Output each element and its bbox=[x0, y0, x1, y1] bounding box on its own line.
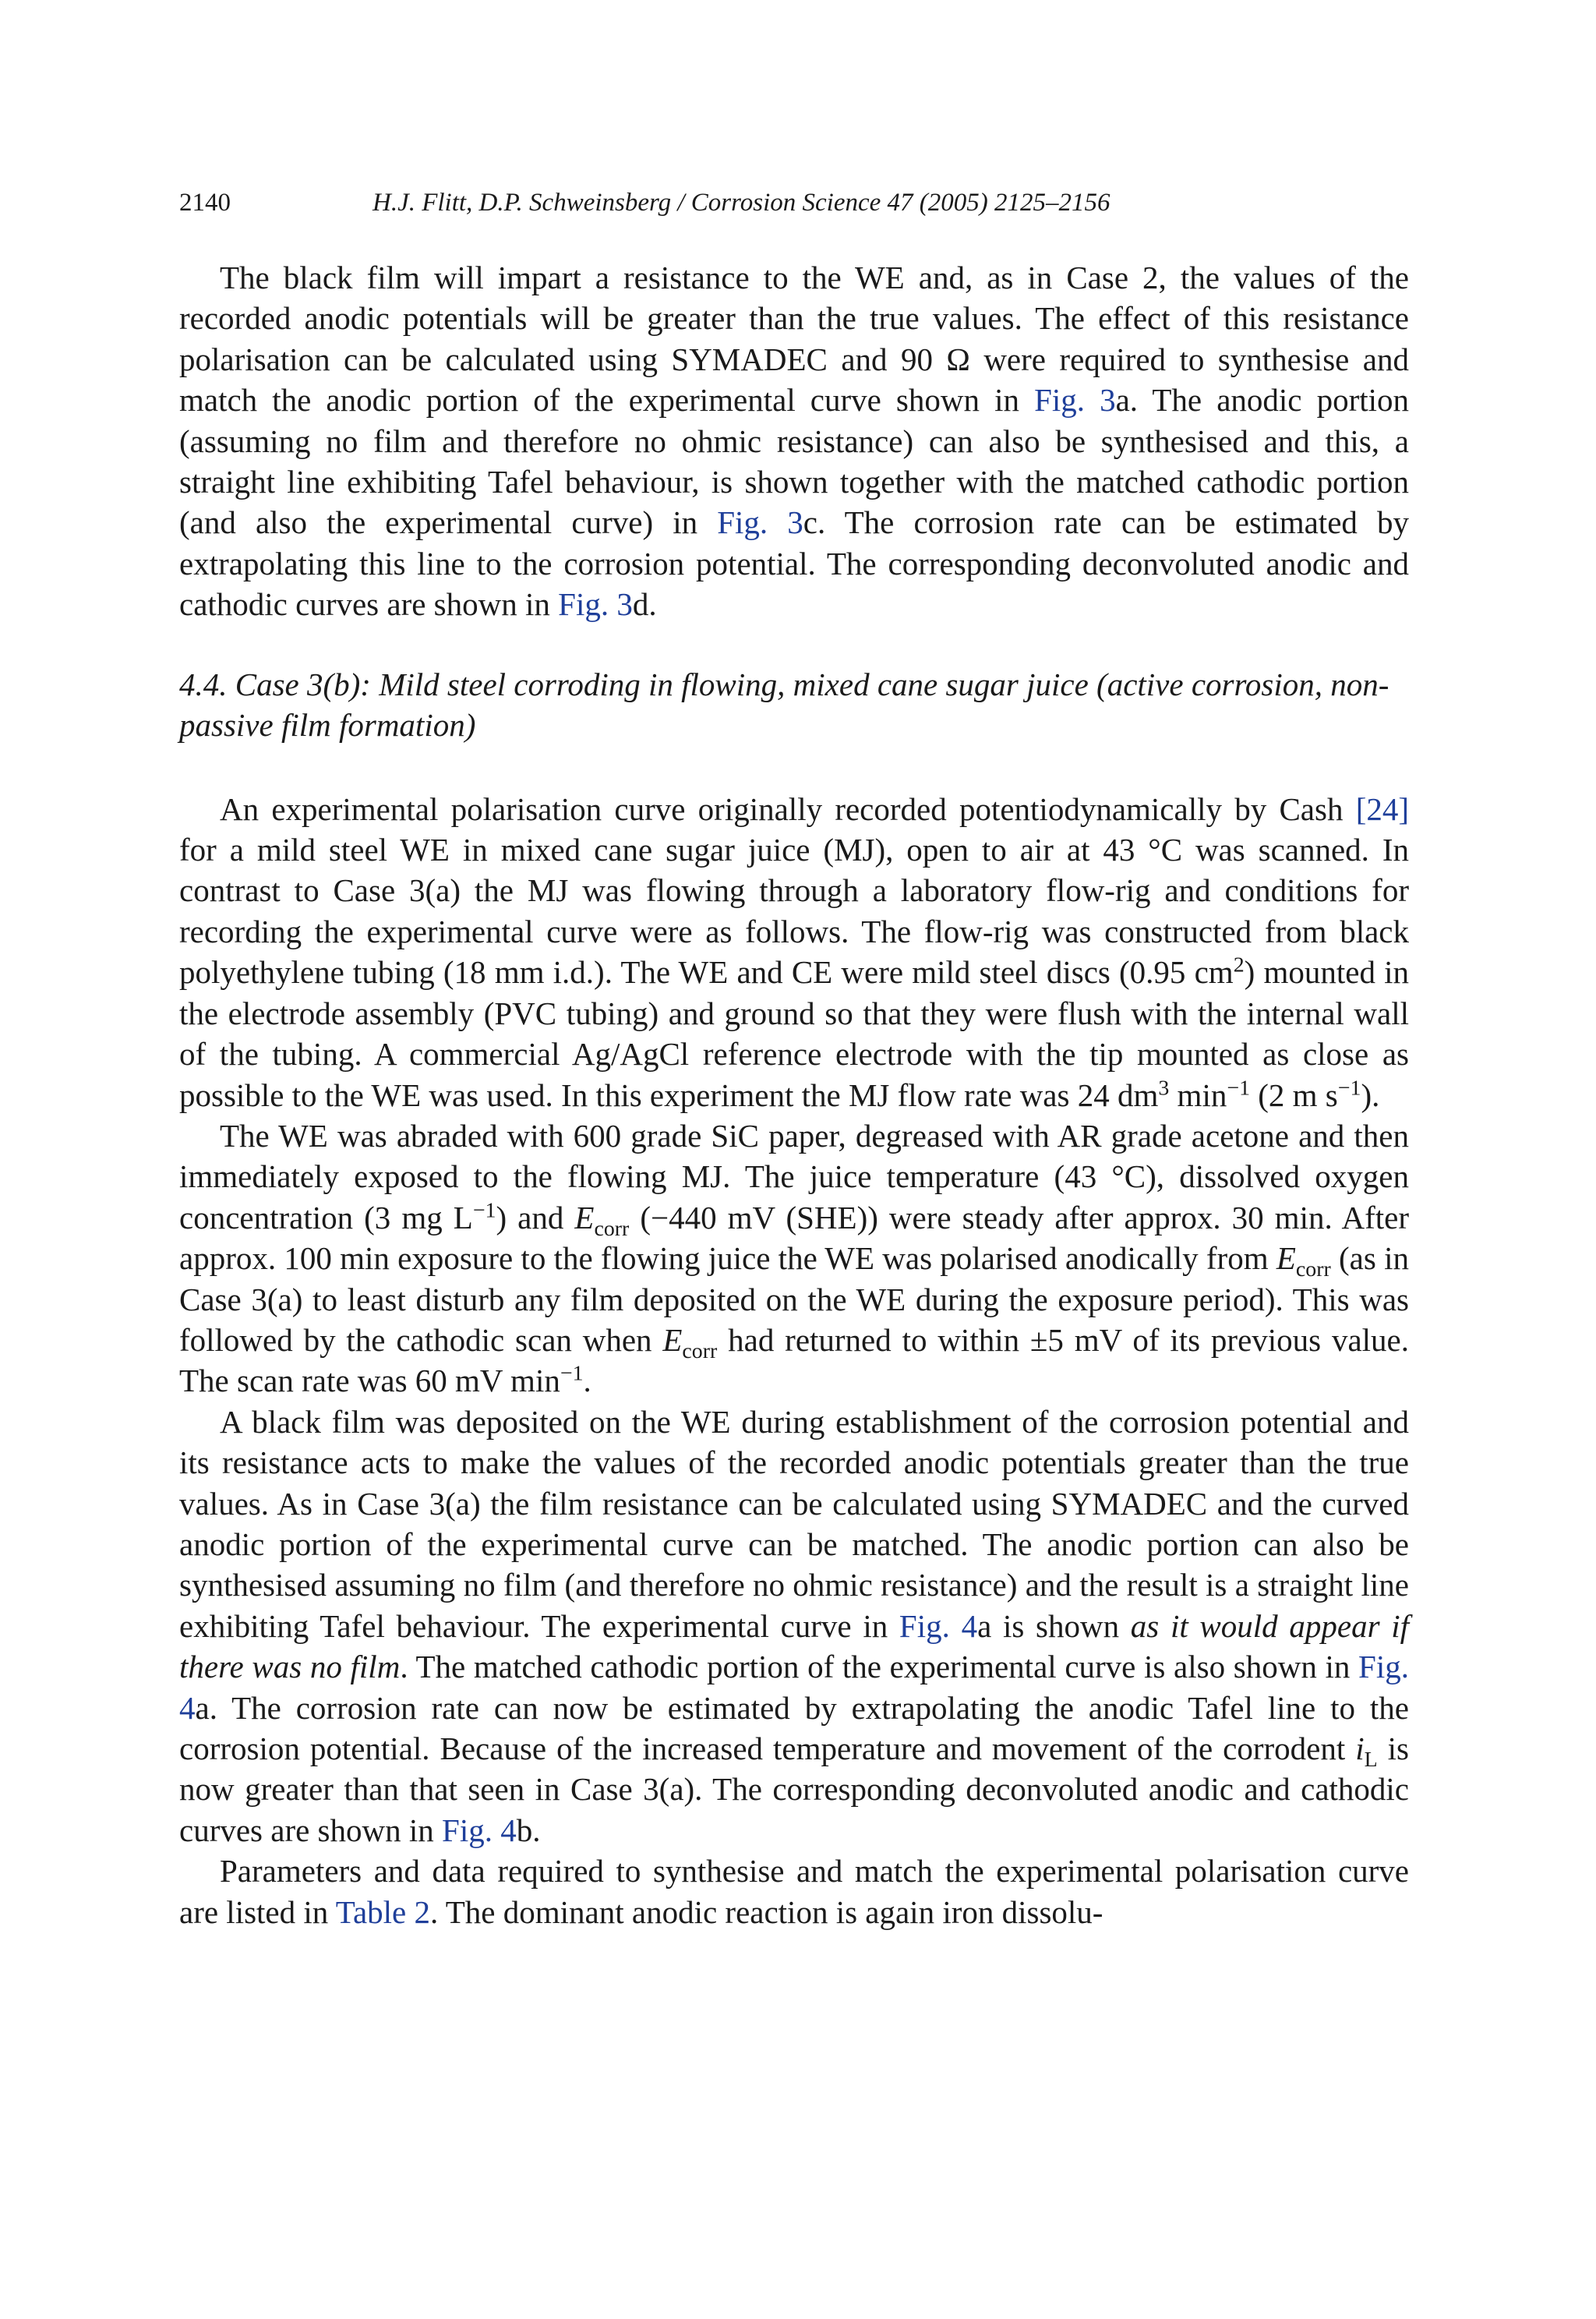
emphasis: as it would appear if there was no film bbox=[179, 1607, 1410, 1685]
text: had returned to within ±5 mV of its previous value. The scan rate was 60 mV min bbox=[179, 1321, 1409, 1399]
text: . The dominant anodic reaction is again iron dissolu- bbox=[430, 1893, 1103, 1930]
text: ) mounted in the electrode assembly (PVC tubing) and ground so that they were flush with the internal wall of the tubing. A commercial Ag/AgCl reference electrode with the tip mounted as close as possible to the WE was used. In this experiment the MJ flow rate was 24 dm bbox=[179, 954, 1410, 1113]
subscript: corr bbox=[594, 1216, 630, 1241]
text: The black film will impart a resistance to the WE and, as in Case 2, the values of the recorded anodic potentials will be greater than the true values. The effect of this resistance polarisation can be calculated using SYMADEC and 90 Ω were required to synthesise and match the anodic portion of the experimental curve shown in bbox=[179, 260, 1409, 419]
running-head: H.J. Flitt, D.P. Schweinsberg / Corrosion Science 47 (2005) 2125–2156 bbox=[373, 189, 1110, 217]
section-heading: 4.4. Case 3(b): Mild steel corroding in flowing, mixed cane sugar juice (active corrosion, non-passive film formation) bbox=[179, 666, 1389, 743]
text: Parameters and data required to synthesise and match the experimental polarisation curve are listed in bbox=[179, 1853, 1409, 1930]
reference-link-24[interactable]: [24] bbox=[1355, 790, 1409, 827]
text: b. bbox=[516, 1812, 541, 1848]
superscript: 2 bbox=[1233, 953, 1245, 977]
text: . The matched cathodic portion of the experimental curve is also shown in bbox=[400, 1649, 1359, 1685]
paragraph-5 bbox=[179, 1851, 1409, 1932]
paragraph-2 bbox=[179, 789, 1409, 1115]
text: A black film was deposited on the WE during establishment of the corrosion potential and its resistance acts to make the values of the recorded anodic potentials greater than the true values. As in Case 3(a) the film resistance can be calculated using SYMADEC and the curved anodic portion of the experimental curve can be matched. The anodic portion can also be synthesised assuming no film (and therefore no ohmic resistance) and the result is a straight line exhibiting Tafel behaviour. The experimental curve in bbox=[179, 1403, 1409, 1644]
subscript: corr bbox=[682, 1339, 718, 1364]
figure-link-3a[interactable]: Fig. 3 bbox=[1034, 382, 1116, 419]
superscript: −1 bbox=[560, 1361, 584, 1386]
text: c. The corrosion rate can be estimated by extrapolating this line to the corrosion potential. The corresponding deconvoluted anodic and cathodic curves are shown in bbox=[179, 504, 1409, 623]
text: a. The anodic portion (assuming no film and therefore no ohmic resistance) can also be synthesised and this, a straight line exhibiting Tafel behaviour, is shown together with the matched cathodic portion (and also the experimental curve) in bbox=[179, 382, 1410, 541]
figure-link-4b[interactable]: Fig. 4 bbox=[442, 1812, 517, 1848]
text: (−440 mV (SHE)) were steady after approx. 30 min. After approx. 100 min exposure to the flowing juice the WE was polarised anodically from bbox=[179, 1199, 1409, 1277]
paragraph-4 bbox=[179, 1402, 1409, 1851]
figure-link-4a-second[interactable]: Fig. 4 bbox=[179, 1649, 1409, 1726]
figure-link-4a[interactable]: Fig. 4 bbox=[899, 1607, 978, 1644]
subscript: corr bbox=[1295, 1257, 1331, 1282]
superscript: −1 bbox=[1337, 1075, 1361, 1100]
superscript: −1 bbox=[472, 1198, 496, 1223]
paragraph-1 bbox=[179, 257, 1409, 625]
symbol: i bbox=[1355, 1730, 1365, 1766]
text: ). bbox=[1361, 1076, 1380, 1113]
text: d. bbox=[632, 586, 657, 623]
article-body bbox=[179, 257, 1409, 1932]
symbol: E bbox=[662, 1321, 683, 1358]
text: The WE was abraded with 600 grade SiC paper, degreased with AR grade acetone and then immediately exposed to the flowing MJ. The juice temperature (43 °C), dissolved oxygen concentration (3 mg L bbox=[179, 1117, 1409, 1236]
text: An experimental polarisation curve originally recorded potentiodynamically by Cash bbox=[220, 790, 1356, 827]
paragraph-3 bbox=[179, 1115, 1409, 1402]
text: ) and bbox=[496, 1199, 575, 1236]
page-number: 2140 bbox=[179, 189, 231, 217]
symbol: E bbox=[1276, 1240, 1296, 1277]
text: a. The corrosion rate can now be estimated by extrapolating the anodic Tafel line to the corrosion potential. Because of the increased temperature and movement of the corrodent bbox=[179, 1689, 1409, 1766]
superscript: 3 bbox=[1158, 1075, 1170, 1100]
symbol: E bbox=[574, 1199, 595, 1236]
text: min bbox=[1169, 1076, 1227, 1113]
table-link-2[interactable]: Table 2 bbox=[335, 1893, 430, 1930]
superscript: −1 bbox=[1227, 1075, 1251, 1100]
text: (2 m s bbox=[1250, 1076, 1338, 1113]
text: (as in Case 3(a) to least disturb any film deposited on the WE during the exposure period). This was followed by the cathodic scan when bbox=[179, 1240, 1409, 1358]
figure-link-3c[interactable]: Fig. 3 bbox=[717, 504, 803, 541]
text: is now greater than that seen in Case 3(a). The corresponding deconvoluted anodic and cathodic curves are shown in bbox=[179, 1730, 1409, 1848]
text: a is shown bbox=[977, 1607, 1131, 1644]
text: for a mild steel WE in mixed cane sugar juice (MJ), open to air at 43 °C was scanned. In contrast to Case 3(a) the MJ was flowing through a laboratory flow-rig and conditions for recording the experimental curve were as follows. The flow-rig was constructed from black polyethylene tubing (18 mm i.d.). The WE and CE were mild steel discs (0.95 cm bbox=[179, 832, 1409, 991]
figure-link-3d[interactable]: Fig. 3 bbox=[558, 586, 633, 623]
text: . bbox=[583, 1363, 591, 1399]
running-header bbox=[179, 186, 1411, 220]
subscript: L bbox=[1364, 1748, 1378, 1773]
